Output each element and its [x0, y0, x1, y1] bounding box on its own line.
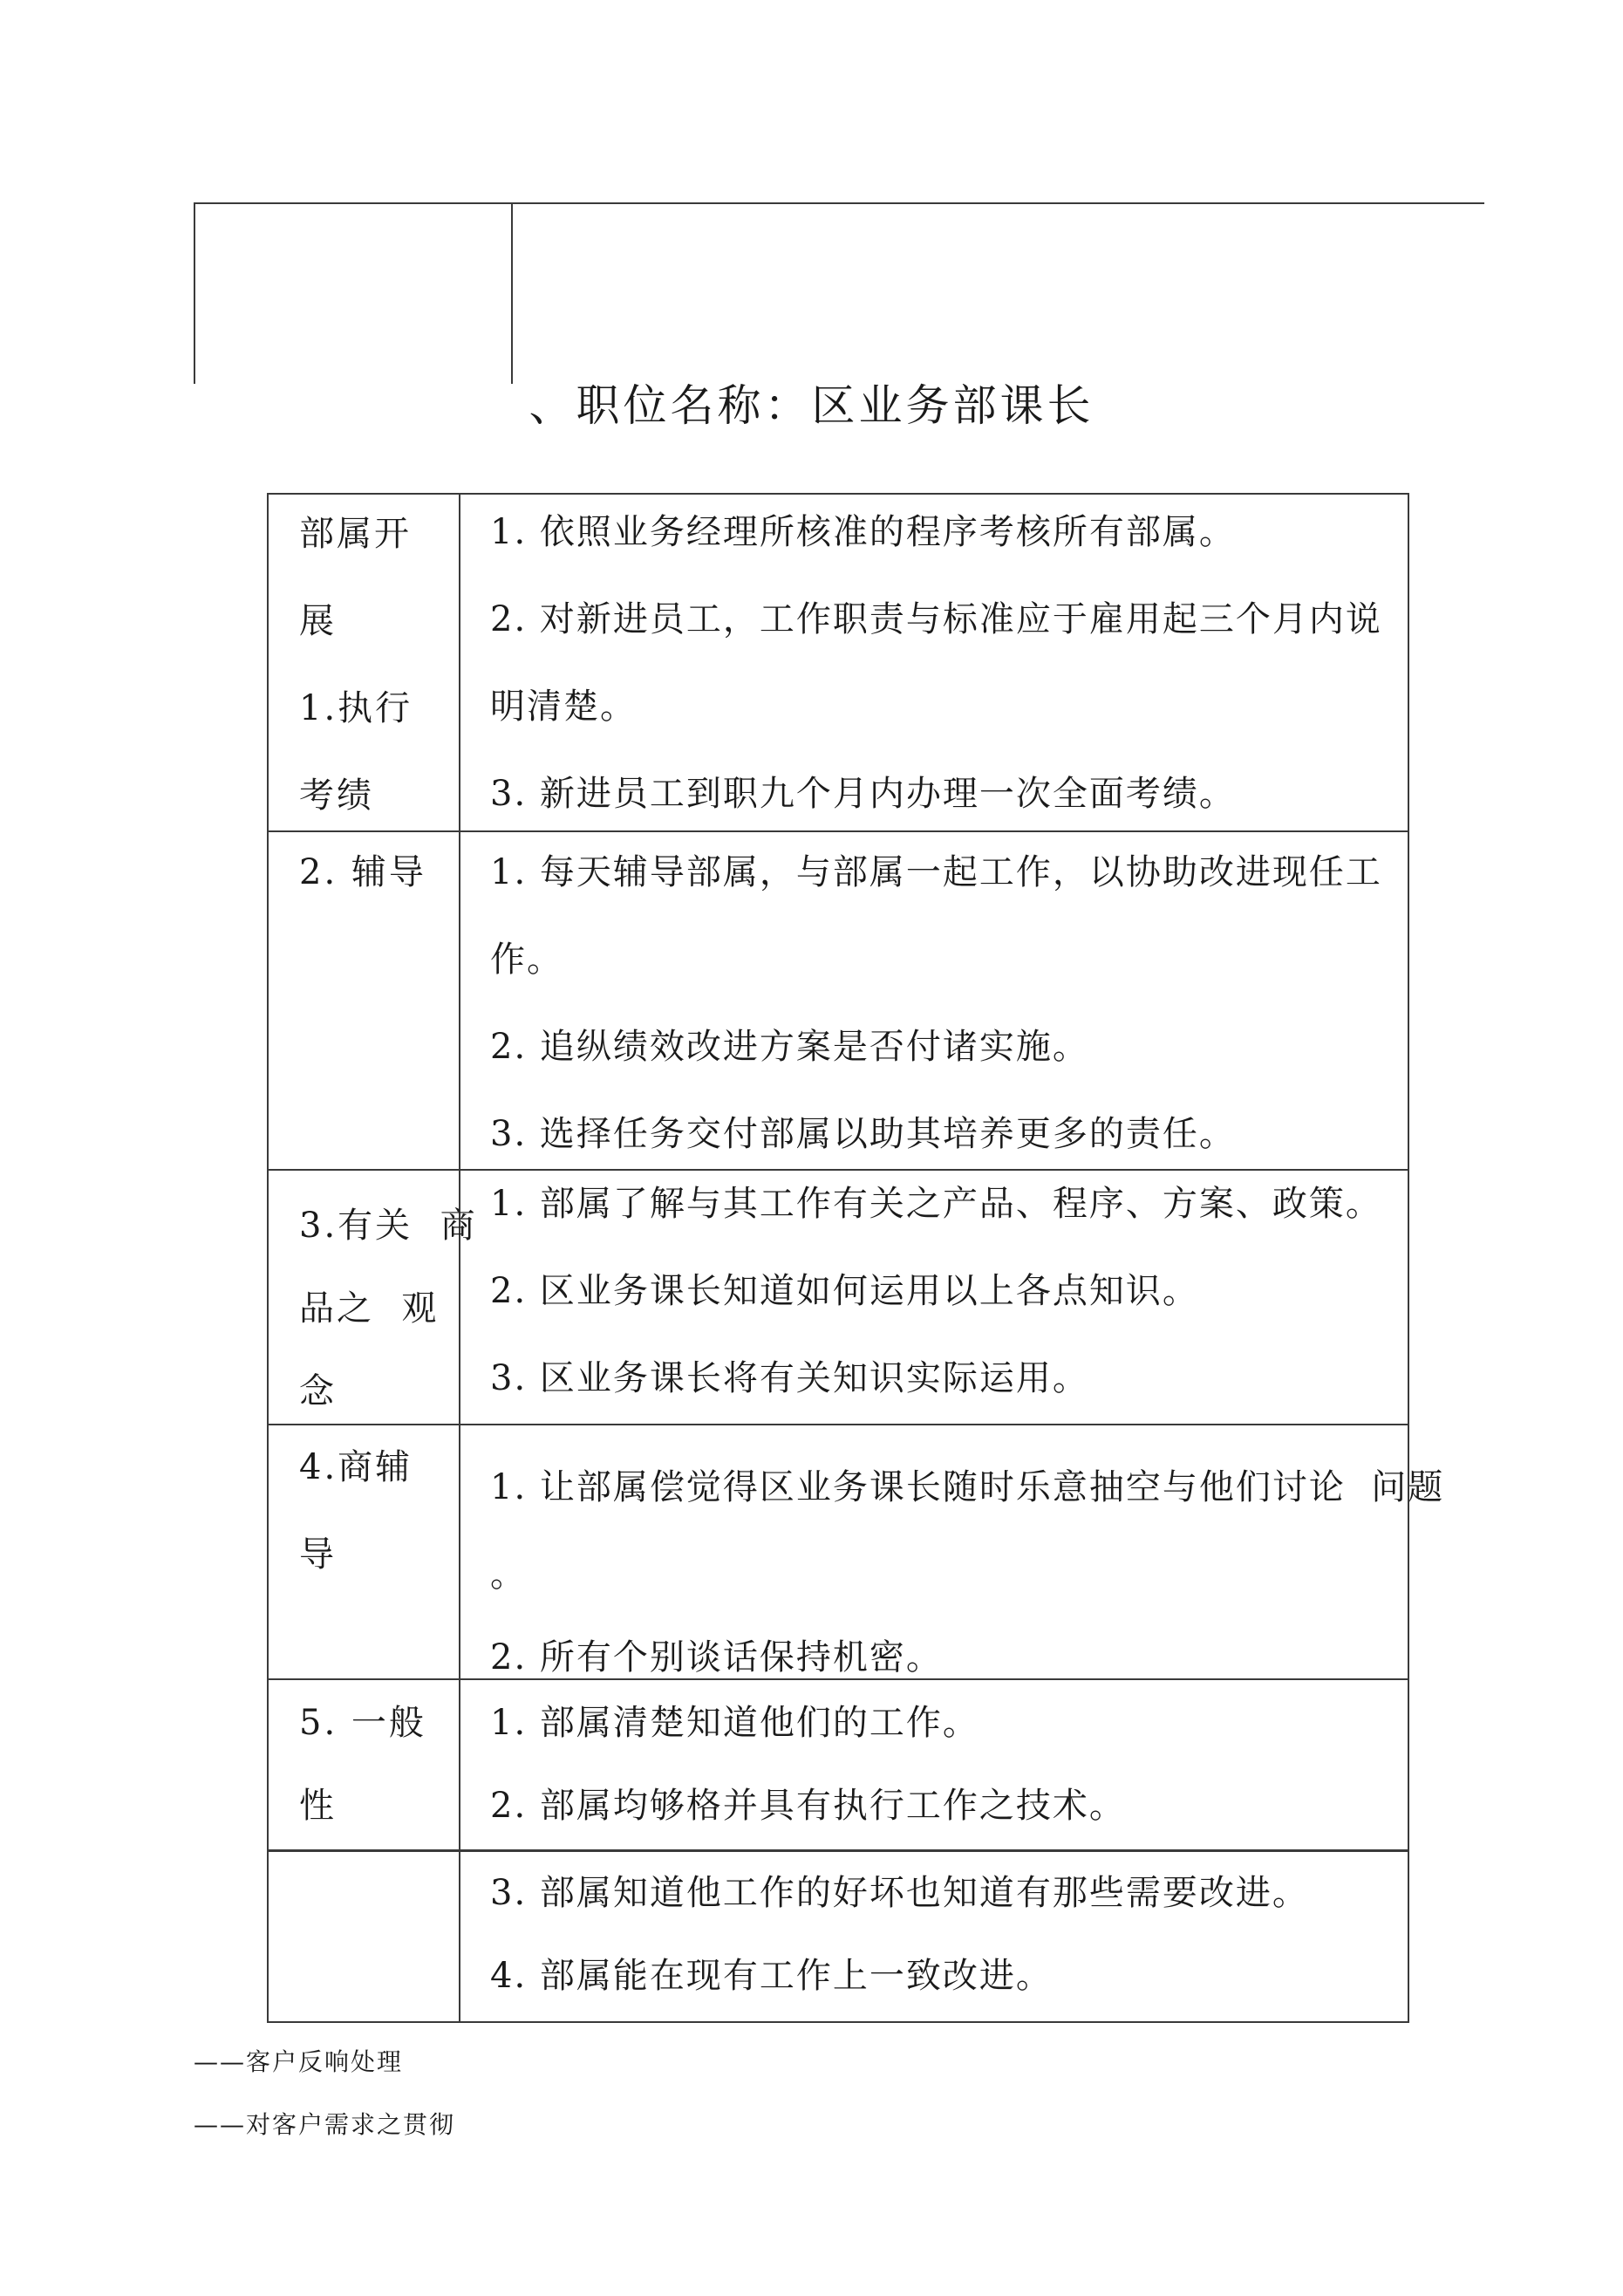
row-5-item-1: 1. 部属清楚知道他们的工作。 — [490, 1703, 979, 1743]
row-1-label-line-2: 展 — [299, 601, 337, 641]
row-5-item-2: 2. 部属均够格并具有执行工作之技术。 — [490, 1786, 1126, 1826]
row-4-label-line-1: 4.商辅 — [299, 1447, 413, 1487]
row-1-item-2-cont: 明清楚。 — [490, 687, 637, 727]
row-4-item-2: 2. 所有个别谈话保持机密。 — [490, 1637, 943, 1678]
row-1-label-line-1: 部属开 — [299, 514, 412, 554]
footer-line-2: ——对客户需求之贯彻 — [194, 2110, 456, 2139]
row-3-item-1: 1. 部属了解与其工作有关之产品、程序、方案、政策。 — [490, 1184, 1382, 1224]
row-4-item-1-cont: 。 — [490, 1555, 527, 1595]
row-2-item-3: 3. 选择任务交付部属以助其培养更多的责任。 — [490, 1114, 1236, 1154]
row-1-item-2: 2. 对新进员工，工作职责与标准应于雇用起三个月内说 — [490, 599, 1382, 639]
row-3-item-3: 3. 区业务课长将有关知识实际运用。 — [490, 1358, 1089, 1398]
row-1-label-line-4: 考绩 — [299, 776, 374, 816]
top-table-left-border — [194, 202, 195, 384]
row-3-label-line-1: 3.有关 商 — [299, 1206, 478, 1246]
top-table-divider — [511, 202, 513, 384]
row-4-label-line-2: 导 — [299, 1534, 337, 1575]
top-table-top-border — [194, 202, 1484, 204]
row-2-label-line-1: 2. 辅导 — [299, 852, 426, 892]
footer-line-1: ——客户反响处理 — [194, 2047, 404, 2076]
row-3-label-line-3: 念 — [299, 1371, 337, 1411]
row-6-item-1: 3. 部属知道他工作的好坏也知道有那些需要改进。 — [490, 1873, 1309, 1913]
row-2-item-1: 1. 每天辅导部属，与部属一起工作，以协助改进现任工 — [490, 852, 1382, 892]
row-divider — [267, 1424, 1409, 1425]
row-4-item-1: 1. 让部属偿觉得区业务课长随时乐意抽空与他们讨论 问题 — [490, 1467, 1445, 1507]
row-2-item-1-cont: 作。 — [490, 940, 563, 980]
table-border-right — [1408, 493, 1409, 2023]
row-6-item-2: 4. 部属能在现有工作上一致改进。 — [490, 1956, 1053, 1996]
row-5-label-line-2: 性 — [299, 1786, 337, 1826]
row-1-item-3: 3. 新进员工到职九个月内办理一次全面考绩。 — [490, 774, 1236, 814]
page-title: 、职位名称：区业务部课长 — [528, 380, 1095, 431]
row-1-item-1: 1. 依照业务经理所核准的程序考核所有部属。 — [490, 512, 1236, 552]
row-3-label-line-2: 品之 观 — [299, 1288, 440, 1329]
row-2-item-2: 2. 追纵绩效改进方案是否付诸实施。 — [490, 1027, 1089, 1067]
table-border-bottom — [267, 2021, 1409, 2023]
row-1-label-line-3: 1.执行 — [299, 688, 413, 728]
row-5-label-line-1: 5. 一般 — [299, 1703, 426, 1743]
table-border-left — [267, 493, 269, 2023]
row-3-item-2: 2. 区业务课长知道如何运用以上各点知识。 — [490, 1271, 1199, 1311]
